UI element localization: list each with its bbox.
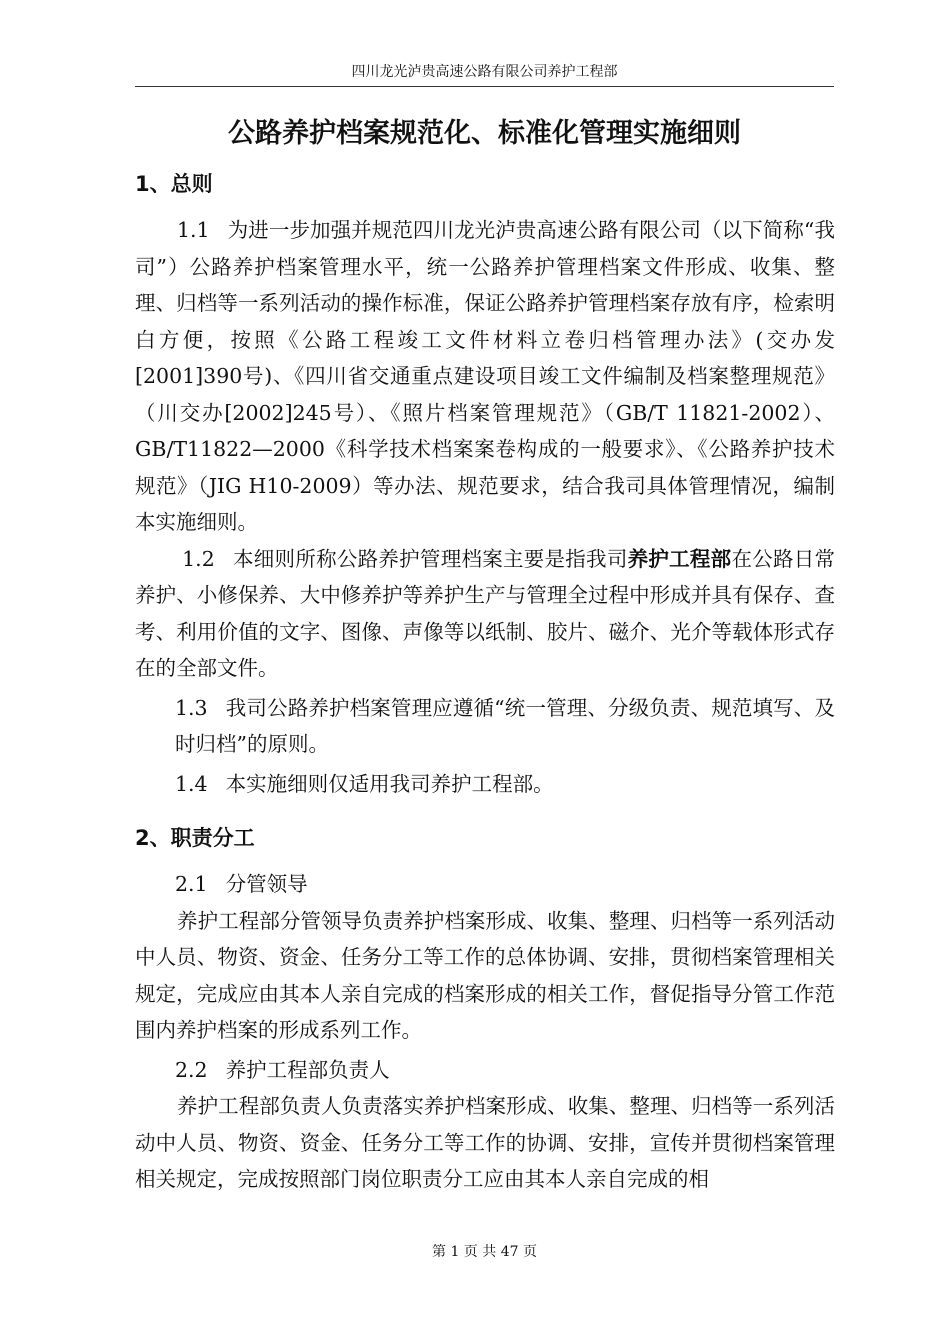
paragraph-1-1 — [135, 212, 835, 541]
paragraph-text: 为进一步加强并规范四川龙光泸贵高速公路有限公司（以下简称“我司”）公路养护档案管理水平，统一公路养护管理档案文件形成、收集、整理、归档等一系列活动的操作标准，保证公路养护管理档案存放有序，检索明白方便，按照《公路工程竣工文件材料立卷归档管理办法》(交办发[2001]390号)、《四川省交通重点建设项目竣工文件编制及档案整理规范》（川交办[2002]245号）、《照片档案管理规范》（GB/T 11821-2002）、GB/T11822—2000《科学技术档案案卷构成的一般要求》、《公路养护技术规范》（JIG H10-2009）等办法、规范要求，结合我司具体管理情况，编制本实施细则。 — [135, 218, 835, 534]
paragraph-1-4 — [135, 766, 835, 803]
subsection-title: 分管领导 — [225, 872, 308, 896]
paragraph-2-2: 养护工程部负责人负责落实养护档案形成、收集、整理、归档等一系列活动中人员、物资、资金、任务分工等工作的协调、安排，宣传并贯彻档案管理相关规定，完成按照部门岗位职责分工应由其本人亲自完成的相 — [135, 1094, 835, 1191]
page-header — [135, 58, 834, 87]
paragraph-text-emphasis: 养护工程部 — [627, 546, 732, 571]
page-number-label: 第 1 页 共 47 页 — [432, 1244, 537, 1260]
paragraph-text-before: 本细则所称公路养护管理档案主要是指我司 — [232, 546, 628, 571]
page-footer — [135, 1240, 834, 1264]
paragraph-1-2 — [135, 541, 835, 687]
paragraph-text-after: 在公路日常养护、小修保养、大中修养护等养护生产与管理全过程中形成并具有保存、查考、利用价值的文字、图像、声像等以纸制、胶片、磁介、光介等载体形式存在的全部文件。 — [135, 546, 836, 680]
subsection-heading-2-1 — [135, 866, 835, 903]
document-body — [135, 166, 835, 1198]
subsection-number: 2.2 — [175, 1057, 208, 1082]
paragraph-2-1: 养护工程部分管领导负责养护档案形成、收集、整理、归档等一系列活动中人员、物资、资金、任务分工等工作的总体协调、安排，贯彻档案管理相关规定，完成应由其本人亲自完成的档案形成的相关工作，督促指导分管工作范围内养护档案的形成系列工作。 — [135, 908, 835, 1042]
document-title: 公路养护档案规范化、标准化管理实施细则 — [228, 118, 741, 149]
subsection-heading-2-2 — [135, 1052, 835, 1089]
section-heading-responsibilities: 2、职责分工 — [135, 826, 255, 850]
header-company-name: 四川龙光泸贵高速公路有限公司养护工程部 — [351, 64, 618, 80]
paragraph-number: 1.2 — [182, 546, 215, 571]
subsection-number: 2.1 — [175, 872, 208, 896]
paragraph-text: 本实施细则仅适用我司养护工程部。 — [225, 771, 554, 796]
paragraph-number: 1.1 — [177, 218, 210, 242]
paragraph-text: 我司公路养护档案管理应遵循“统一管理、分级负责、规范填写、及时归档”的原则。 — [175, 695, 835, 756]
paragraph-number: 1.3 — [175, 695, 208, 720]
section-heading-general: 1、总则 — [135, 172, 213, 196]
paragraph-number: 1.4 — [175, 771, 208, 796]
paragraph-1-3 — [135, 690, 835, 763]
subsection-title: 养护工程部负责人 — [225, 1057, 390, 1082]
